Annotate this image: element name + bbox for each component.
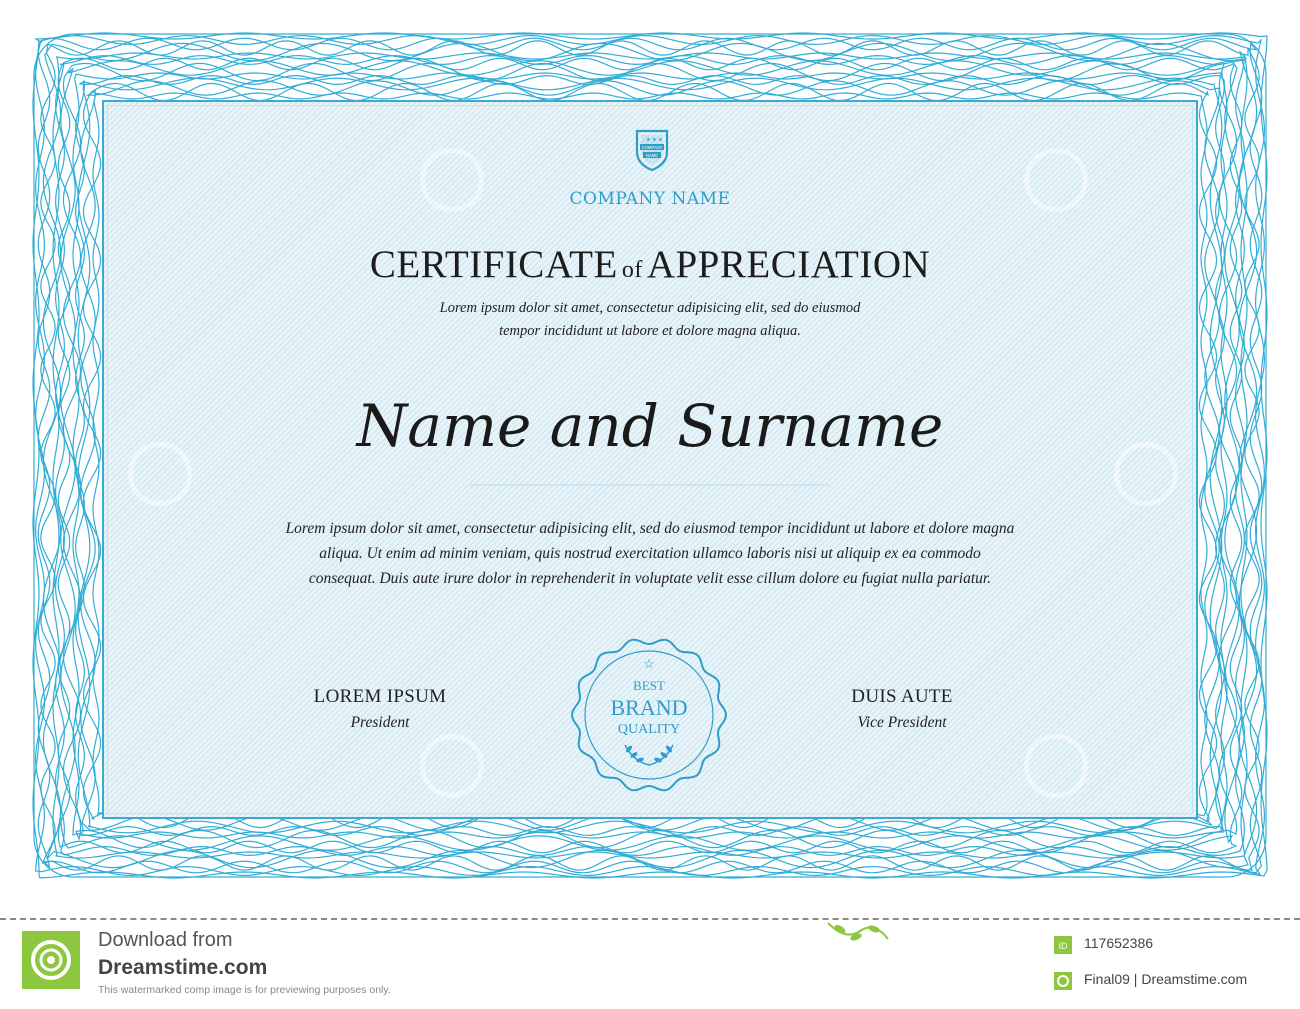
laurel-icon <box>625 745 673 765</box>
body-text-line: aliqua. Ut enim ad minim veniam, quis nostrud exercitation ullamco laboris nisi ut aliquip ex ea commodo <box>319 545 981 562</box>
signatory-right-role: Vice President <box>857 714 947 731</box>
seal-line2: BRAND <box>610 695 688 720</box>
signatory-right-name: DUIS AUTE <box>851 686 953 707</box>
seal-line1: BEST <box>633 678 665 693</box>
title-of: of <box>621 257 643 283</box>
body-text-line: consequat. Duis aute irure dolor in reprehenderit in voluptate velit esse cillum dolore eu fugiat nulla pariatur. <box>308 570 992 587</box>
body-text-line: Lorem ipsum dolor sit amet, consectetur adipisicing elit, sed do eiusmod tempor incididunt ut labore et dolore magna <box>285 520 1015 537</box>
seal-star-icon: ☆ <box>643 657 655 672</box>
title-appreciation: APPRECIATION <box>646 243 931 286</box>
recipient-name: Name and Surname <box>356 392 944 460</box>
seal-line3: QUALITY <box>617 722 681 737</box>
signatory-left-name: LOREM IPSUM <box>313 686 447 707</box>
name-flourish <box>470 484 830 486</box>
download-from-text: Download from <box>98 929 233 951</box>
image-id: 117652386 <box>1084 935 1154 951</box>
watermark-ring <box>1024 148 1088 212</box>
id-badge-icon <box>1054 936 1072 954</box>
watermark-ring <box>420 734 484 798</box>
dreamstime-link[interactable]: Dreamstime.com <box>98 956 268 979</box>
svg-text:★ ★ ★: ★ ★ ★ <box>646 137 663 143</box>
svg-text:ID: ID <box>1058 941 1068 951</box>
author-icon <box>1054 972 1072 990</box>
dreamstime-logo-icon <box>22 931 80 989</box>
certificate-title <box>250 242 1050 287</box>
signatory-left-role: President <box>350 714 410 731</box>
company-shield-icon <box>634 128 670 172</box>
watermark-note: This watermarked comp image is for previewing purposes only. <box>98 984 391 996</box>
logo-text-top: COMPANY <box>641 145 663 150</box>
title-certificate: CERTIFICATE <box>369 243 618 286</box>
watermark-ring <box>128 442 192 506</box>
logo-text-bottom: NAME <box>645 153 659 158</box>
intro-text-line: tempor incididunt ut labore et dolore magna aliqua. <box>499 323 801 339</box>
leaf-decoration-icon <box>826 919 890 949</box>
footer-divider <box>0 918 1300 920</box>
intro-text-line: Lorem ipsum dolor sit amet, consectetur adipisicing elit, sed do eiusmod <box>439 300 861 316</box>
watermark-ring <box>1024 734 1088 798</box>
company-name: COMPANY NAME <box>569 189 731 209</box>
watermark-ring <box>1114 442 1178 506</box>
quality-seal <box>567 633 731 797</box>
author-link[interactable]: Final09 | Dreamstime.com <box>1084 971 1248 987</box>
